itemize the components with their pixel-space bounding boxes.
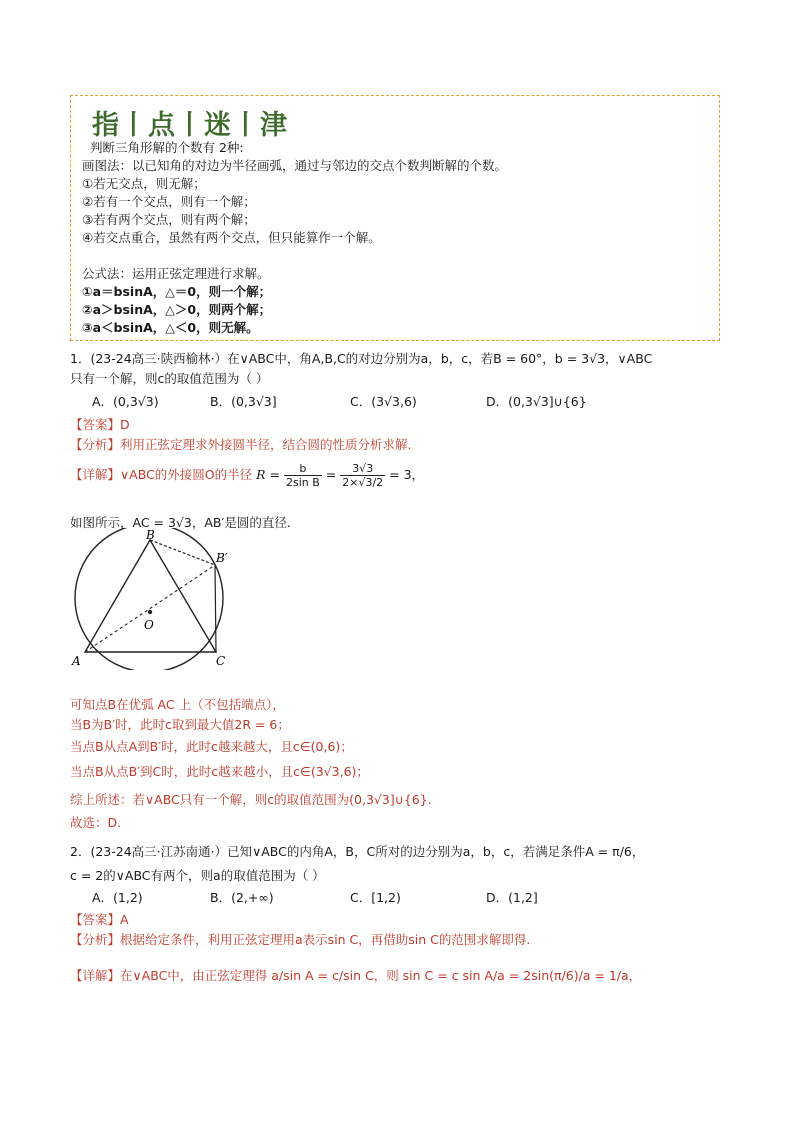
q2-stem-line1: 2．(23-24高三·江苏南通·）已知∨ABC的内角A，B，C所对的边分别为a，b，c，若满足条件A = π/6， [70, 844, 645, 859]
label-o: O [144, 618, 154, 632]
q1-formula-result: = 3， [389, 467, 425, 482]
q1-frac1-den: 2sin B [285, 476, 320, 489]
triangle-abc [85, 540, 216, 652]
q1-conclusion-5: 综上所述：若∨ABC只有一个解，则c的取值范围为(0,3√3]∪{6}. [70, 792, 432, 807]
q1-conclusion-6: 故选：D. [70, 815, 122, 830]
q1-answer-tag: 【答案】 [70, 417, 121, 432]
tip-line-4: ②若有一个交点，则有一个解； [82, 194, 256, 209]
q1-formula-left: R = [256, 467, 280, 482]
q1-stem-line2: 只有一个解，则c的取值范围为（ ） [70, 371, 269, 386]
circumcircle [75, 528, 226, 670]
tip-line-7: 公式法：运用正弦定理进行求解。 [82, 266, 270, 281]
q1-frac2 [340, 462, 385, 489]
q1-frac1-num: b [284, 462, 322, 476]
q2-detail-text: 在∨ABC中，由正弦定理得 a/sin A = c/sin C，则 sin C = c sin A/a = 2sin(π/6)/a = 1/a， [120, 968, 642, 983]
q1-option-d: D．(0,3√3]∪{6} [486, 394, 587, 409]
q1-detail [70, 462, 424, 489]
q1-frac1 [284, 462, 322, 489]
q2-answer-value: A [120, 912, 129, 927]
tip-line-2: 画图法：以已知角的对边为半径画弧，通过与邻边的交点个数判断解的个数。 [82, 158, 508, 173]
tip-title: 指丨点丨迷丨津 [92, 110, 288, 141]
q2-option-a: A．(1,2) [92, 890, 143, 905]
q1-stem-line1: 1．(23-24高三·陕西榆林·）在∨ABC中，角A,B,C的对边分别为a，b，c，若B = 60°，b = 3√3，∨ABC [70, 351, 653, 366]
q1-analysis [70, 435, 412, 453]
center-point [148, 610, 152, 614]
label-a: A [72, 654, 81, 668]
q1-formula-eq: = [325, 467, 337, 482]
q1-frac2-den: 2×√3/2 [342, 476, 384, 489]
q1-answer [70, 415, 130, 433]
q2-detail-tag: 【详解】 [70, 968, 121, 983]
diameter-abp [85, 565, 215, 652]
segment-cbp [215, 565, 216, 652]
label-c: C [216, 654, 226, 668]
q1-analysis-text: 利用正弦定理求外接圆半径，结合圆的性质分析求解. [120, 437, 412, 452]
q1-option-b: B．(0,3√3] [210, 394, 277, 409]
q1-option-a: A．(0,3√3) [92, 394, 159, 409]
label-bp: B′ [216, 551, 228, 565]
q1-option-c: C．(3√3,6) [350, 394, 417, 409]
q2-answer [70, 910, 129, 928]
q1-frac2-num: 3√3 [340, 462, 385, 476]
q2-answer-tag: 【答案】 [70, 912, 121, 927]
tip-line-10: ③a＜bsinA，△＜0，则无解。 [82, 320, 259, 335]
q1-detail-tag: 【详解】 [70, 467, 121, 482]
tip-line-9: ②a＞bsinA，△＞0，则两个解； [82, 302, 272, 317]
q2-detail [70, 966, 641, 984]
tip-line-5: ③若有两个交点，则有两个解； [82, 212, 256, 227]
tip-line-1: 判断三角形解的个数有 2种: [90, 140, 244, 155]
q1-conclusion-4: 当点B从点B′到C时，此时c越来越小，且c∈(3√3,6)； [70, 764, 369, 779]
segment-bbp [150, 540, 215, 565]
q1-answer-value: D [120, 417, 130, 432]
q1-figure-intro: 如图所示，AC = 3√3，AB′是圆的直径. [70, 515, 291, 530]
q2-stem-line2: c = 2的∨ABC有两个，则a的取值范围为（ ） [70, 868, 325, 883]
q1-conclusion-3: 当点B从点A到B′时，此时c越来越大，且c∈(0,6)； [70, 739, 353, 754]
q1-conclusion-2: 当B为B′时，此时c取到最大值2R = 6； [70, 717, 290, 732]
q2-option-c: C．[1,2) [350, 890, 401, 905]
q1-detail-text: ∨ABC的外接圆O的半径 [120, 467, 253, 482]
q1-conclusion-1: 可知点B在优弧 AC 上（不包括端点）， [70, 697, 285, 712]
q2-option-d: D．(1,2] [486, 890, 538, 905]
tip-line-6: ④若交点重合，虽然有两个交点，但只能算作一个解。 [82, 230, 381, 245]
q2-analysis-text: 根据给定条件，利用正弦定理用a表示sin C，再借助sin C的范围求解即得. [120, 932, 531, 947]
tip-line-3: ①若无交点，则无解； [82, 176, 206, 191]
q2-analysis-tag: 【分析】 [70, 932, 121, 947]
q1-analysis-tag: 【分析】 [70, 437, 121, 452]
circle-figure [64, 528, 244, 670]
tip-line-8: ①a＝bsinA，△＝0，则一个解； [82, 284, 272, 299]
q2-option-b: B．(2,+∞) [210, 890, 274, 905]
q2-analysis [70, 930, 530, 948]
label-b: B [146, 528, 155, 542]
